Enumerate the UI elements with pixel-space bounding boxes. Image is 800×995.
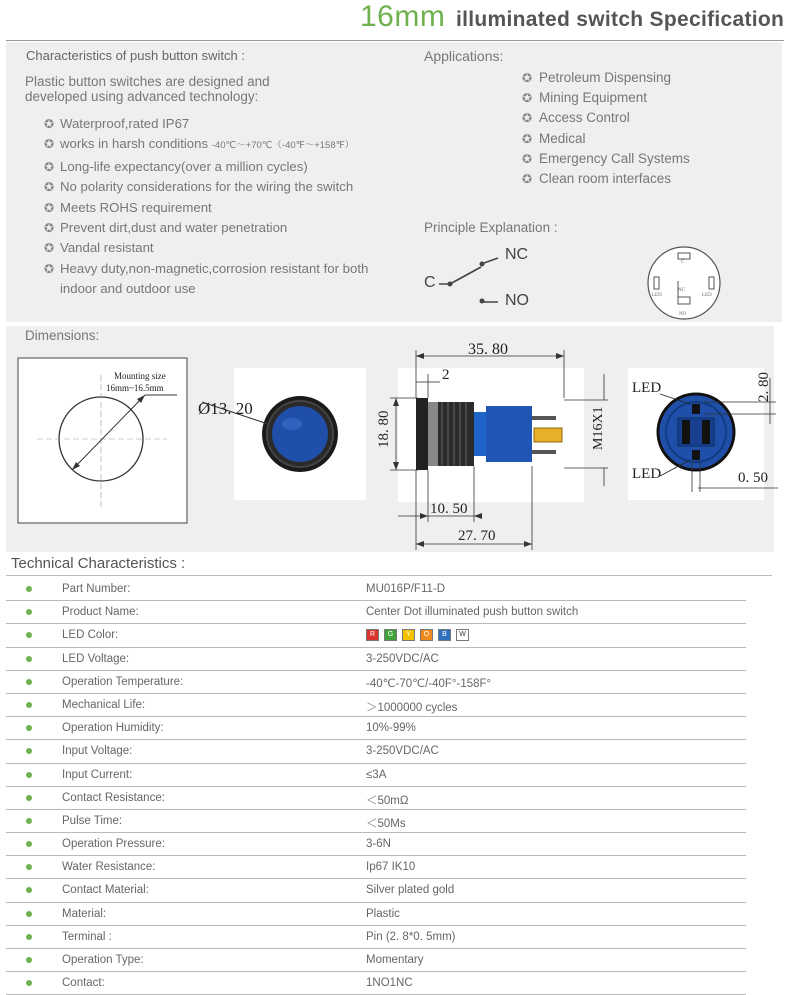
- table-row: [6, 972, 746, 995]
- row-value: ＜50mΩ: [366, 794, 409, 807]
- row-value: 3-250VDC/AC: [366, 745, 439, 758]
- table-row: [6, 787, 746, 810]
- c-label: C: [424, 274, 436, 291]
- row-label: Contact:: [62, 977, 105, 990]
- row-value: Pin (2. 8*0. 5mm): [366, 930, 456, 943]
- button-rear-view: [628, 368, 778, 500]
- table-row: [6, 578, 746, 601]
- row-value: 3-250VDC/AC: [366, 652, 439, 665]
- row-label: Operation Pressure:: [62, 838, 165, 851]
- characteristics-intro: Plastic button switches are designed and developed using advanced technology:: [25, 74, 270, 104]
- bullet-dot-icon: [26, 957, 32, 963]
- temperature-range: -40℃～+70℃（-40℉～+158℉）: [211, 140, 355, 152]
- application-item: ✪ Emergency Call Systems: [522, 149, 690, 169]
- feature-item: ✪ Long-life expectancy(over a million cycles): [44, 157, 404, 177]
- bullet-dot-icon: [26, 864, 32, 870]
- table-row: [6, 624, 746, 647]
- bullet-dot-icon: [26, 772, 32, 778]
- row-label: Operation Type:: [62, 954, 144, 966]
- application-item: ✪ Petroleum Dispensing: [522, 68, 690, 88]
- bullet-dot-icon: [26, 656, 32, 662]
- pin-c-label: C: [681, 260, 685, 265]
- pin-nc-label: NC: [678, 288, 685, 293]
- application-item: ✪ Medical: [522, 129, 690, 149]
- button-side-view: [368, 338, 614, 552]
- row-value: Plastic: [366, 907, 400, 920]
- row-label: Contact Material:: [62, 884, 149, 897]
- application-item: ✪ Access Control: [522, 108, 690, 128]
- bullet-dot-icon: [26, 841, 32, 847]
- nc-label: NC: [505, 246, 529, 263]
- star-bullet-icon: ✪: [44, 137, 55, 152]
- row-label: Material:: [62, 907, 107, 920]
- row-label: Input Voltage:: [62, 745, 133, 758]
- feature-item: ✪ No polarity considerations for the wiring the switch: [44, 177, 404, 197]
- pin-pitch-label: 2. 80: [756, 372, 772, 402]
- pin-led-left-label: LED: [652, 293, 662, 298]
- bullet-dot-icon: [26, 748, 32, 754]
- star-bullet-icon: ✪: [522, 111, 533, 126]
- feature-item: ✪ Vandal resistant: [44, 238, 404, 258]
- bullet-dot-icon: [26, 586, 32, 592]
- row-label: Operation Humidity:: [62, 722, 164, 735]
- row-value: [366, 629, 474, 641]
- row-label: Mechanical Life:: [62, 698, 146, 711]
- led-color-swatch: Y: [402, 629, 415, 641]
- table-row: [6, 764, 746, 787]
- table-row: [6, 601, 746, 624]
- led-color-swatch: R: [366, 629, 379, 641]
- table-row: [6, 949, 746, 972]
- bullet-dot-icon: [26, 679, 32, 685]
- table-row: [6, 810, 746, 833]
- pin-layout-diagram: [646, 245, 722, 321]
- bullet-dot-icon: [26, 934, 32, 940]
- principle-heading: Principle Explanation :: [424, 220, 558, 235]
- led-bottom-label: LED: [632, 466, 662, 482]
- overall-length-label: 35. 80: [468, 341, 508, 358]
- bullet-dot-icon: [26, 702, 32, 708]
- bezel-thickness-label: 2: [442, 367, 450, 383]
- row-value: ＞1000000 cycles: [366, 701, 458, 714]
- feature-item: ✪ Waterproof,rated IP67: [44, 114, 404, 134]
- star-bullet-icon: ✪: [44, 221, 55, 236]
- diameter-label: Ø13. 20: [198, 399, 253, 418]
- pin-led-right-label: LED: [702, 293, 712, 298]
- row-label: Pulse Time:: [62, 814, 123, 827]
- led-color-swatch: G: [384, 629, 397, 641]
- led-color-swatch: B: [438, 629, 451, 641]
- table-row: [6, 671, 746, 694]
- feature-list: [44, 114, 404, 300]
- feature-item: ✪ Meets ROHS requirement: [44, 198, 404, 218]
- bullet-dot-icon: [26, 609, 32, 615]
- height-label: 18. 80: [376, 410, 392, 448]
- button-front-view: [198, 368, 368, 500]
- row-value: 10%-99%: [366, 722, 416, 735]
- star-bullet-icon: ✪: [522, 172, 533, 187]
- application-item: ✪ Mining Equipment: [522, 88, 690, 108]
- row-label: Product Name:: [62, 606, 139, 619]
- row-value: 3-6N: [366, 838, 391, 851]
- led-top-label: LED: [632, 380, 662, 396]
- body-length-label: 27. 70: [458, 528, 496, 544]
- feature-item: ✪ Heavy duty,non-magnetic,corrosion resistant for both indoor and outdoor use: [44, 260, 369, 297]
- title-size: 16mm: [360, 0, 446, 33]
- row-value: Momentary: [366, 954, 424, 966]
- star-bullet-icon: ✪: [44, 117, 55, 131]
- table-row: [6, 903, 746, 926]
- table-row: [6, 879, 746, 902]
- star-bullet-icon: ✪: [44, 159, 55, 174]
- star-bullet-icon: ✪: [522, 71, 533, 85]
- led-color-swatch: O: [420, 629, 433, 641]
- bullet-dot-icon: [26, 887, 32, 893]
- pin-thickness-label: 0. 50: [738, 470, 768, 486]
- row-value: Center Dot illuminated push button switch: [366, 606, 579, 619]
- row-label: LED Voltage:: [62, 652, 130, 665]
- row-label: LED Color:: [62, 629, 119, 642]
- led-color-swatch: W: [456, 629, 469, 641]
- star-bullet-icon: ✪: [522, 91, 533, 106]
- table-row: [6, 648, 746, 671]
- star-bullet-icon: ✪: [44, 241, 55, 256]
- bullet-dot-icon: [26, 911, 32, 917]
- star-bullet-icon: ✪: [522, 131, 533, 146]
- row-value: Silver plated gold: [366, 884, 455, 897]
- star-bullet-icon: ✪: [44, 180, 55, 195]
- row-value: ≤3A: [366, 768, 387, 781]
- title-divider: [6, 40, 784, 41]
- thread-label: M16X1: [591, 406, 606, 450]
- mounting-hole-drawing: [17, 357, 189, 525]
- star-bullet-icon: ✪: [44, 200, 55, 215]
- row-label: Contact Resistance:: [62, 791, 165, 804]
- row-value: -40℃-70℃/-40F°-158F°: [366, 677, 492, 690]
- bullet-dot-icon: [26, 795, 32, 801]
- pin-no-label: NO: [679, 312, 687, 317]
- star-bullet-icon: ✪: [522, 151, 533, 166]
- feature-item: ✪ Prevent dirt,dust and water penetration: [44, 218, 404, 238]
- characteristics-heading: Characteristics of push button switch :: [26, 48, 245, 63]
- row-label: Water Resistance:: [62, 861, 156, 874]
- row-value: 1NO1NC: [366, 977, 413, 990]
- bullet-dot-icon: [26, 725, 32, 731]
- row-value: Ip67 IK10: [366, 861, 416, 874]
- dimensions-heading: Dimensions:: [25, 328, 100, 343]
- row-label: Terminal :: [62, 930, 112, 943]
- bullet-dot-icon: [26, 818, 32, 824]
- table-row: [6, 694, 746, 717]
- bullet-dot-icon: [26, 980, 32, 986]
- mounting-size-label: Mounting size: [114, 371, 166, 381]
- technical-table: [6, 578, 746, 995]
- table-row: [6, 833, 746, 856]
- application-item: ✪ Clean room interfaces: [522, 169, 690, 189]
- applications-list: [522, 68, 690, 189]
- table-row: [6, 717, 746, 740]
- bullet-dot-icon: [26, 632, 32, 638]
- row-label: Operation Temperature:: [62, 675, 184, 688]
- mounting-size-value: 16mm~16.5mm: [106, 383, 164, 393]
- row-label: Input Current:: [62, 768, 133, 781]
- table-row: [6, 740, 746, 763]
- page-title: illuminated switch Specification: [456, 8, 785, 31]
- row-value: ＜50Ms: [366, 817, 406, 830]
- no-label: NO: [505, 292, 529, 309]
- star-bullet-icon: ✪: [44, 261, 55, 276]
- table-row: [6, 926, 746, 949]
- row-label: Part Number:: [62, 583, 131, 595]
- feature-item: ✪ works in harsh conditions -40℃～+70℃（-40℉～+158℉）: [44, 134, 404, 156]
- technical-heading: Technical Characteristics :: [11, 555, 186, 572]
- switch-schematic: [436, 250, 516, 310]
- front-length-label: 10. 50: [430, 501, 468, 517]
- technical-divider: [6, 575, 772, 576]
- table-row: [6, 856, 746, 879]
- row-value: MU016P/F11-D: [366, 583, 446, 595]
- applications-heading: Applications:: [424, 48, 504, 64]
